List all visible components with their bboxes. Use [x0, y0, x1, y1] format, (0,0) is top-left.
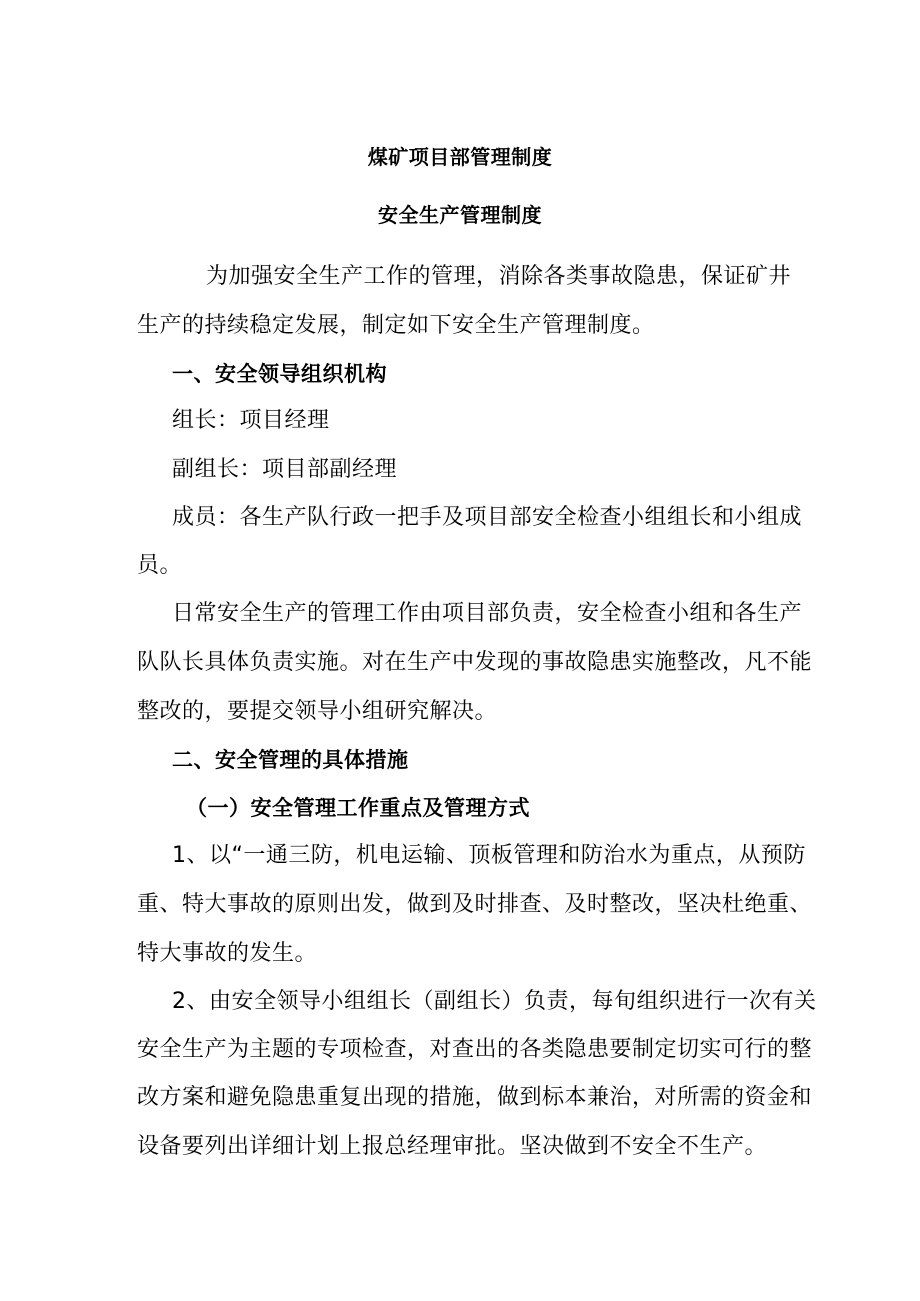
item2-line-2: 安全生产为主题的专项检查，对查出的各类隐患要制定切实可行的整 [137, 1037, 813, 1062]
deputy-line: 副组长：项目部副经理 [172, 457, 398, 482]
daily-line-2: 队队长具体负责实施。对在生产中发现的事故隐患实施整改，凡不能 [137, 650, 813, 675]
members-line-2: 员。 [137, 553, 183, 578]
document-subtitle: 安全生产管理制度 [378, 203, 542, 227]
item2-line-4: 设备要列出详细计划上报总经理审批。坚决做到不安全不生产。 [137, 1134, 768, 1159]
item1-line-2: 重、特大事故的原则出发，做到及时排查、及时整改，坚决杜绝重、 [137, 892, 813, 917]
section2-heading: 二、安全管理的具体措施 [172, 748, 409, 772]
intro-line-1: 为加强安全生产工作的管理，消除各类事故隐患，保证矿井 [206, 264, 792, 289]
item2-line-1: 2、由安全领导小组组长（副组长）负责，每旬组织进行一次有关 [172, 989, 817, 1014]
section1-heading: 一、安全领导组织机构 [172, 362, 387, 386]
item1-line-1: 1、以“一通三防，机电运输、顶板管理和防治水为重点，从预防 [172, 843, 806, 868]
item2-line-3: 改方案和避免隐患重复出现的措施，做到标本兼治，对所需的资金和 [137, 1085, 813, 1110]
document-title: 煤矿项目部管理制度 [367, 145, 553, 169]
members-line-1: 成员：各生产队行政一把手及项目部安全检查小组组长和小组成 [172, 505, 803, 530]
item1-line-3: 特大事故的发生。 [137, 941, 318, 966]
daily-line-1: 日常安全生产的管理工作由项目部负责，安全检查小组和各生产 [172, 601, 803, 626]
section2-subheading: （一）安全管理工作重点及管理方式 [186, 796, 530, 820]
intro-line-2: 生产的持续稳定发展，制定如下安全生产管理制度。 [137, 313, 655, 338]
daily-line-3: 整改的，要提交领导小组研究解决。 [137, 699, 498, 724]
leader-line: 组长：项目经理 [172, 408, 330, 433]
